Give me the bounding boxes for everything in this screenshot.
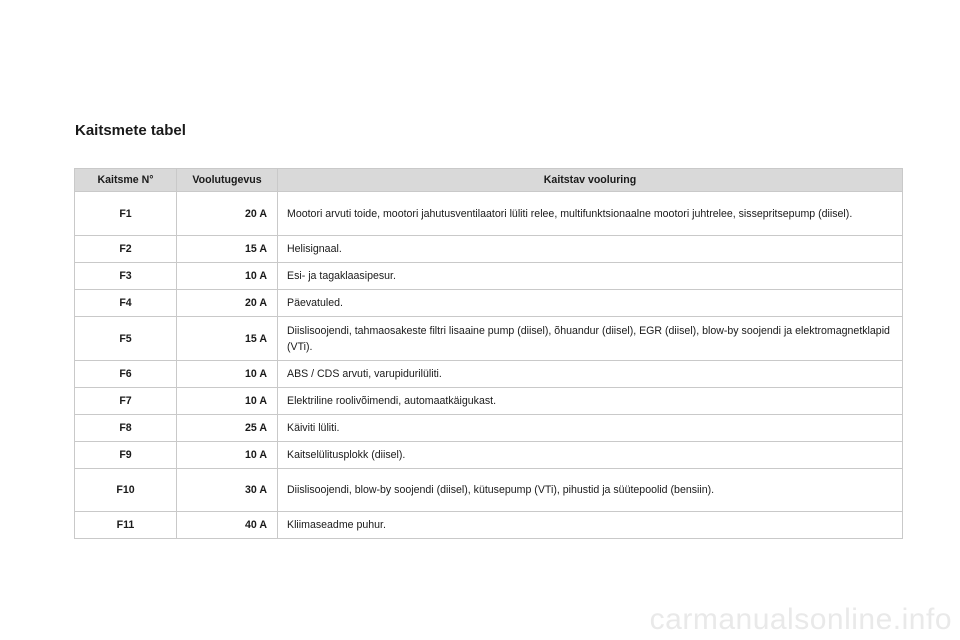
table-row xyxy=(75,290,903,317)
fuse-description: Päevatuled. xyxy=(278,290,903,317)
fuse-description: Mootori arvuti toide, mootori jahutusventilaatori lüliti relee, multifunktsionaalne mootori juhtrelee, sissepritsepump (diisel). xyxy=(278,192,903,236)
table-row xyxy=(75,512,903,539)
fuse-amperage: 40 A xyxy=(177,512,278,539)
table-row xyxy=(75,415,903,442)
fuse-number: F7 xyxy=(75,388,177,415)
table-row xyxy=(75,469,903,512)
table-row xyxy=(75,361,903,388)
table-row xyxy=(75,317,903,361)
fuse-description: Kliimaseadme puhur. xyxy=(278,512,903,539)
fuse-description: Esi- ja tagaklaasipesur. xyxy=(278,263,903,290)
fuse-amperage: 15 A xyxy=(177,317,278,361)
fuse-table xyxy=(74,168,903,539)
fuse-number: F2 xyxy=(75,236,177,263)
fuse-description: Diislisoojendi, blow-by soojendi (diisel), kütusepump (VTi), pihustid ja süütepoolid (bensiin). xyxy=(278,469,903,512)
fuse-amperage: 20 A xyxy=(177,290,278,317)
table-row xyxy=(75,442,903,469)
table-row xyxy=(75,236,903,263)
fuse-amperage: 10 A xyxy=(177,388,278,415)
fuse-description: Kaitselülitusplokk (diisel). xyxy=(278,442,903,469)
fuse-amperage: 20 A xyxy=(177,192,278,236)
fuse-number: F8 xyxy=(75,415,177,442)
table-row xyxy=(75,263,903,290)
header-fuse-number: Kaitsme N° xyxy=(75,169,177,192)
fuse-amperage: 30 A xyxy=(177,469,278,512)
fuse-description: Käiviti lüliti. xyxy=(278,415,903,442)
fuse-description: Elektriline roolivõimendi, automaatkäigukast. xyxy=(278,388,903,415)
page-title: Kaitsmete tabel xyxy=(75,122,186,139)
fuse-amperage: 10 A xyxy=(177,361,278,388)
fuse-number: F4 xyxy=(75,290,177,317)
fuse-number: F10 xyxy=(75,469,177,512)
table-row xyxy=(75,388,903,415)
fuse-description: Diislisoojendi, tahmaosakeste filtri lisaaine pump (diisel), õhuandur (diisel), EGR (diisel), blow-by soojendi ja elektromagnetklapid (VTi). xyxy=(278,317,903,361)
header-function: Kaitstav vooluring xyxy=(278,169,903,192)
fuse-amperage: 10 A xyxy=(177,442,278,469)
fuse-description: ABS / CDS arvuti, varupidurilüliti. xyxy=(278,361,903,388)
fuse-amperage: 15 A xyxy=(177,236,278,263)
table-header-row xyxy=(75,169,903,192)
fuse-amperage: 25 A xyxy=(177,415,278,442)
site-watermark: carmanualsonline.info xyxy=(649,603,952,636)
fuse-number: F9 xyxy=(75,442,177,469)
fuse-number: F5 xyxy=(75,317,177,361)
fuse-number: F3 xyxy=(75,263,177,290)
fuse-number: F6 xyxy=(75,361,177,388)
fuse-number: F11 xyxy=(75,512,177,539)
fuse-amperage: 10 A xyxy=(177,263,278,290)
fuse-description: Helisignaal. xyxy=(278,236,903,263)
header-amperage: Voolutugevus xyxy=(177,169,278,192)
table-row xyxy=(75,192,903,236)
fuse-number: F1 xyxy=(75,192,177,236)
